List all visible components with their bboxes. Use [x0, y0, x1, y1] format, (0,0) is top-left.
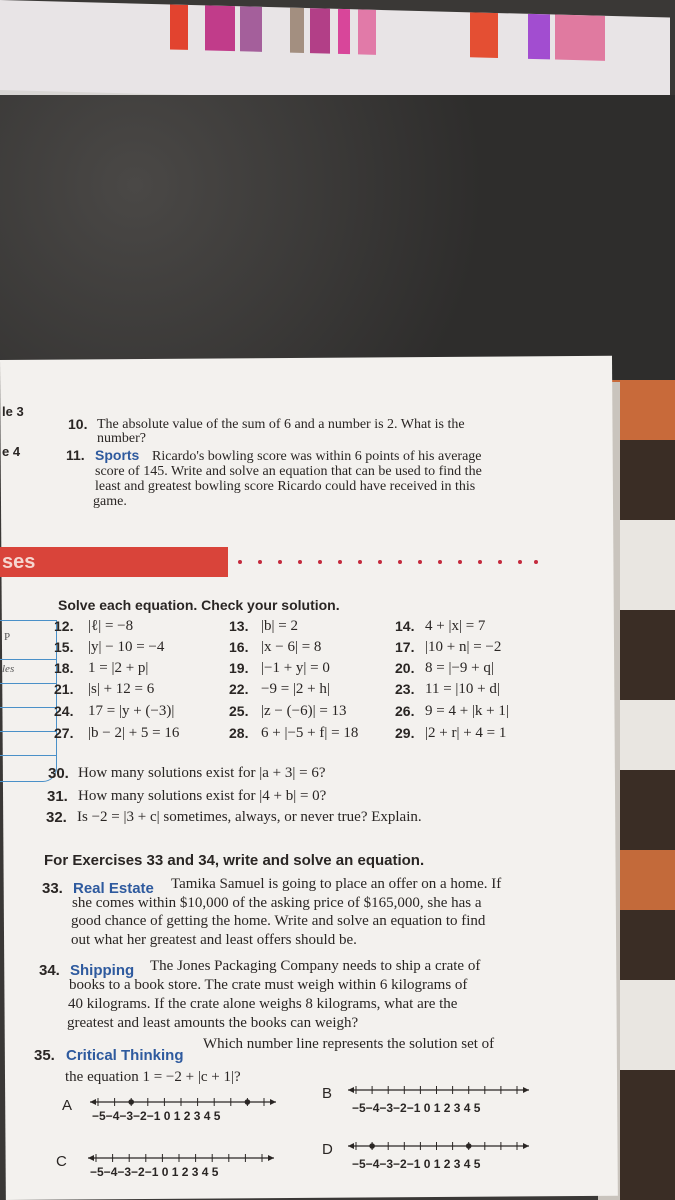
equation: 8 = |−9 + q| — [425, 660, 494, 676]
equation: |b| = 2 — [261, 618, 298, 634]
exercise-number: 15. — [54, 639, 74, 655]
q11-line1: Ricardo's bowling score was within 6 points of his average — [152, 449, 482, 464]
equation: −9 = |2 + h| — [261, 681, 330, 697]
arrow-left-icon — [90, 1099, 96, 1105]
q34-number: 34. — [39, 962, 60, 979]
dotted-rule — [238, 560, 538, 568]
q35-line1: Which number line represents the solution set of — [203, 1036, 495, 1052]
arrow-right-icon — [270, 1099, 276, 1105]
equation: |−1 + y| = 0 — [261, 660, 330, 676]
q33-number: 33. — [42, 880, 63, 897]
exercise-number: 19. — [229, 660, 249, 676]
granite-countertop — [0, 95, 675, 395]
q11-tag: Sports — [95, 447, 140, 463]
equation: |2 + r| + 4 = 1 — [425, 725, 507, 741]
equation: |x − 6| = 8 — [261, 639, 322, 655]
arrow-right-icon — [523, 1087, 529, 1093]
exercise-number: 13. — [229, 618, 249, 634]
exercises-heading: For Exercises 33 and 34, write and solve an equation. — [44, 852, 425, 869]
book-stack-edge — [612, 380, 675, 1200]
q33-line2: she comes within $10,000 of the asking price of $165,000, she has a — [72, 895, 482, 911]
choice-d-label: D — [322, 1141, 333, 1158]
equation: 1 = |2 + p| — [88, 660, 149, 676]
solution-point — [466, 1143, 472, 1149]
q11-line3: least and greatest bowling score Ricardo could have received in this — [95, 479, 476, 494]
axis-labels-d: −5−4−3−2−1 0 1 2 3 4 5 — [352, 1157, 481, 1171]
q11-line4: game. — [93, 494, 127, 509]
arrow-left-icon — [348, 1143, 354, 1149]
q33-line3: good chance of getting the home. Write and solve an equation to find — [71, 913, 486, 929]
q11-line2: score of 145. Write and solve an equation that can be used to find the — [95, 464, 482, 479]
axis-labels-a: −5−4−3−2−1 0 1 2 3 4 5 — [92, 1109, 221, 1123]
choice-a-label: A — [62, 1097, 73, 1114]
exercise-number: 22. — [229, 681, 249, 697]
axis-labels-c: −5−4−3−2−1 0 1 2 3 4 5 — [90, 1165, 219, 1179]
exercise-number: 26. — [395, 703, 415, 719]
q34-tag: Shipping — [70, 962, 135, 979]
q30-number: 30. — [48, 765, 69, 782]
equation: |s| + 12 = 6 — [88, 681, 155, 697]
equation: 9 = 4 + |k + 1| — [425, 703, 509, 719]
exercise-number: 21. — [54, 681, 74, 697]
q10-number: 10. — [68, 416, 88, 432]
q34-line1: The Jones Packaging Company needs to ship a crate of — [150, 958, 481, 974]
q10-line2: number? — [97, 431, 146, 446]
arrow-right-icon — [523, 1143, 529, 1149]
choice-c-label: C — [56, 1153, 67, 1170]
equation: |b − 2| + 5 = 16 — [88, 725, 180, 741]
q11-number: 11. — [66, 447, 85, 463]
q31-text: How many solutions exist for |4 + b| = 0? — [78, 788, 327, 804]
solution-point — [369, 1143, 375, 1149]
exercise-number: 27. — [54, 725, 74, 741]
exercise-number: 14. — [395, 618, 415, 634]
exercise-number: 12. — [54, 618, 74, 634]
equation: |y| − 10 = −4 — [88, 639, 165, 655]
exercise-number: 25. — [229, 703, 249, 719]
margin-label-example-3: le 3 — [2, 404, 24, 419]
equation: 11 = |10 + d| — [425, 681, 500, 697]
margin-label-example-4: e 4 — [2, 444, 21, 459]
q34-line4: greatest and least amounts the books can weigh? — [67, 1015, 359, 1031]
q32-number: 32. — [46, 809, 67, 826]
q31-number: 31. — [47, 788, 68, 805]
q35-line2: the equation 1 = −2 + |c + 1|? — [65, 1069, 241, 1085]
exercise-number: 20. — [395, 660, 415, 676]
box-label-p: P — [4, 631, 11, 643]
box-label-les: les — [2, 663, 15, 675]
exercise-number: 16. — [229, 639, 249, 655]
arrow-left-icon — [88, 1155, 94, 1161]
arrow-left-icon — [348, 1087, 354, 1093]
equation: |10 + n| = −2 — [425, 639, 502, 655]
exercise-number: 24. — [54, 703, 74, 719]
solution-point — [245, 1099, 251, 1105]
q35-number: 35. — [34, 1047, 55, 1064]
choice-b-label: B — [322, 1085, 333, 1102]
section-label: ses — [2, 551, 36, 573]
arrow-right-icon — [268, 1155, 274, 1161]
solve-heading: Solve each equation. Check your solution. — [58, 597, 340, 613]
q34-line3: 40 kilograms. If the crate alone weighs 8 kilograms, what are the — [68, 996, 458, 1012]
q35-tag: Critical Thinking — [66, 1047, 184, 1064]
axis-labels-b: −5−4−3−2−1 0 1 2 3 4 5 — [352, 1101, 481, 1115]
equation: 4 + |x| = 7 — [425, 618, 486, 634]
number-line-d — [346, 1138, 531, 1158]
q10-line1: The absolute value of the sum of 6 and a number is 2. What is the — [97, 417, 465, 432]
exercise-number: 28. — [229, 725, 249, 741]
striped-notebook-cover — [0, 0, 670, 108]
q32-text: Is −2 = |3 + c| sometimes, always, or never true? Explain. — [77, 809, 422, 825]
exercise-number: 17. — [395, 639, 415, 655]
equation: 6 + |−5 + f| = 18 — [261, 725, 359, 741]
exercise-number: 23. — [395, 681, 415, 697]
q33-line4: out what her greatest and least offers should be. — [71, 932, 357, 948]
exercise-number: 29. — [395, 725, 415, 741]
q33-line1: Tamika Samuel is going to place an offer on a home. If — [171, 876, 502, 892]
equation: |ℓ| = −8 — [88, 618, 134, 634]
equation: 17 = |y + (−3)| — [88, 703, 175, 719]
q34-line2: books to a book store. The crate must weigh within 6 kilograms of — [69, 977, 468, 993]
number-line-b — [346, 1082, 531, 1102]
q30-text: How many solutions exist for |a + 3| = 6? — [78, 765, 326, 781]
q33-tag: Real Estate — [73, 880, 154, 897]
equation: |z − (−6)| = 13 — [261, 703, 347, 719]
exercise-number: 18. — [54, 660, 74, 676]
solution-point — [128, 1099, 134, 1105]
